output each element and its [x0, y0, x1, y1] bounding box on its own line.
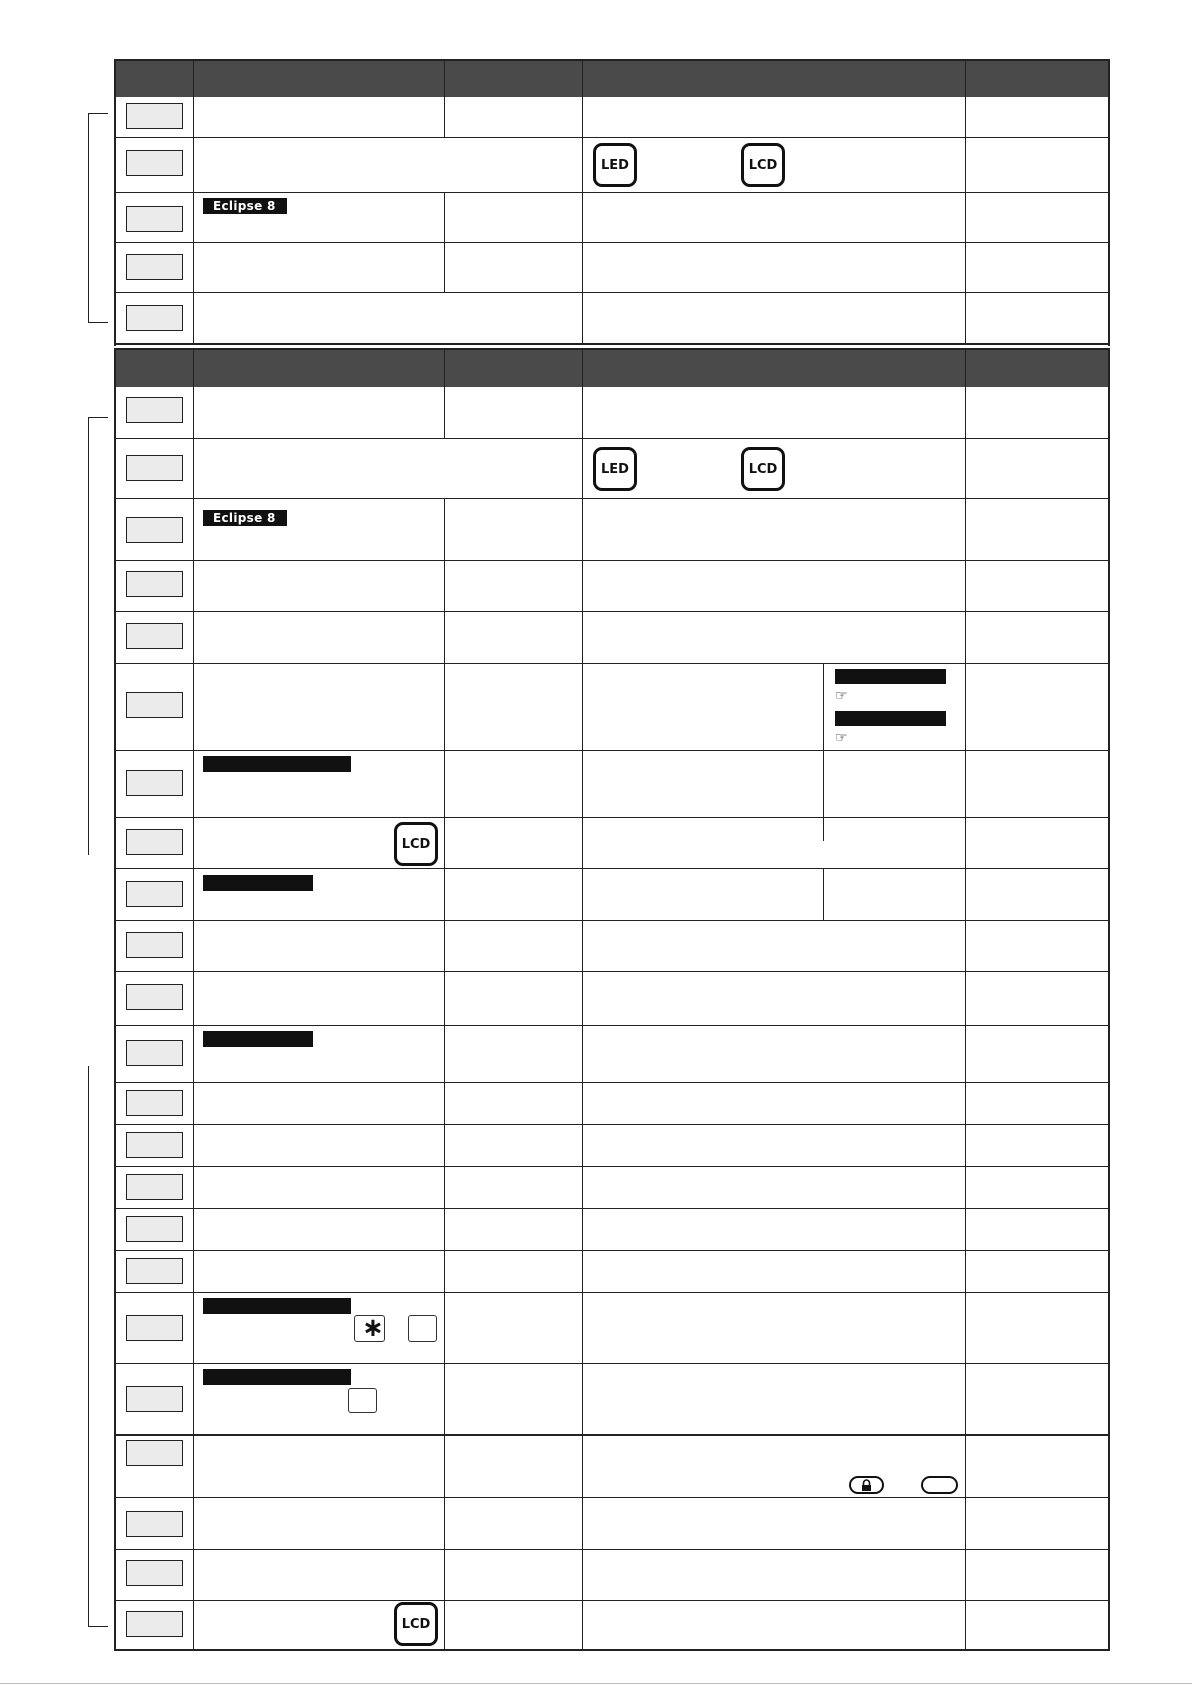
lcd-keypad-icon: LCD	[394, 822, 438, 866]
blank-key-icon	[408, 1315, 437, 1342]
option-code-cell	[126, 206, 183, 232]
option-code-cell	[126, 1315, 183, 1341]
option-code-cell	[126, 1560, 183, 1586]
option-code-cell	[126, 1611, 183, 1637]
option-code-cell	[126, 397, 183, 423]
blank-key-icon	[348, 1388, 377, 1413]
led-keypad-icon: LED	[593, 143, 637, 187]
lcd-keypad-icon: LCD	[741, 447, 785, 491]
led-keypad-icon: LED	[593, 447, 637, 491]
option-code-cell	[126, 692, 183, 718]
option-code-cell	[126, 1258, 183, 1284]
black-label-bar	[835, 711, 946, 726]
black-label-bar	[203, 875, 313, 891]
black-label-bar	[203, 756, 351, 772]
table1-header	[115, 60, 1109, 97]
lock-icon	[860, 1479, 873, 1492]
option-code-cell	[126, 1511, 183, 1537]
option-code-cell	[126, 1216, 183, 1242]
black-label-bar	[203, 1031, 313, 1047]
option-code-cell	[126, 932, 183, 958]
option-code-cell	[126, 455, 183, 481]
black-label-bar	[203, 1298, 351, 1314]
lcd-keypad-icon: LCD	[394, 1602, 438, 1646]
option-code-cell	[126, 571, 183, 597]
option-code-cell	[126, 150, 183, 176]
option-code-cell	[126, 881, 183, 907]
option-code-cell	[126, 1386, 183, 1412]
group-bracket	[88, 417, 89, 855]
option-code-cell	[126, 829, 183, 855]
star-symbol: ∗	[362, 1313, 384, 1343]
black-label-bar	[835, 669, 946, 684]
option-code-cell	[126, 1132, 183, 1158]
option-code-cell	[126, 254, 183, 280]
option-code-cell	[126, 1090, 183, 1116]
option-code-cell	[126, 770, 183, 796]
option-code-cell	[126, 103, 183, 129]
group-bracket	[88, 113, 89, 323]
black-label-bar	[203, 1369, 351, 1385]
eclipse-8-label: Eclipse 8	[203, 510, 287, 526]
eclipse-8-label: Eclipse 8	[203, 198, 287, 214]
option-code-cell	[126, 517, 183, 543]
option-code-cell	[126, 1040, 183, 1066]
option-code-cell	[126, 1440, 183, 1466]
hand-pointer-icon: ☞	[835, 730, 848, 746]
lcd-keypad-icon: LCD	[741, 143, 785, 187]
hand-pointer-icon: ☞	[835, 688, 848, 704]
group-bracket	[88, 1066, 89, 1627]
option-code-cell	[126, 623, 183, 649]
option-code-cell	[126, 1174, 183, 1200]
table2-header	[115, 349, 1109, 387]
blank-pill-key-icon	[921, 1476, 958, 1494]
option-code-cell	[126, 984, 183, 1010]
option-code-cell	[126, 305, 183, 331]
